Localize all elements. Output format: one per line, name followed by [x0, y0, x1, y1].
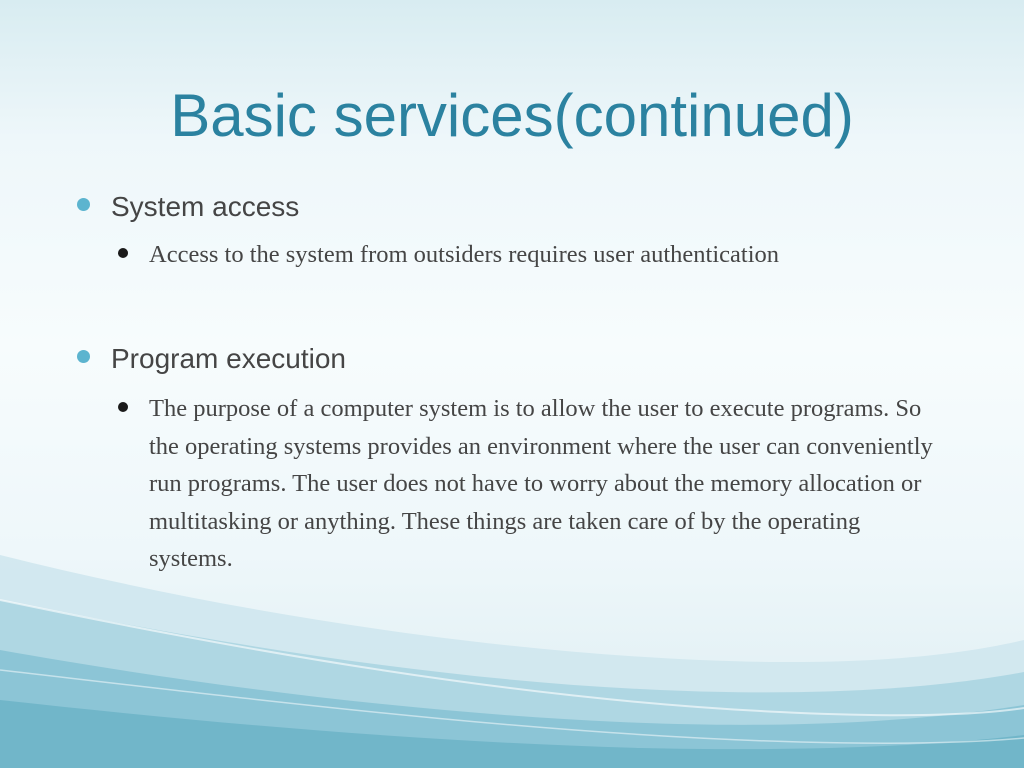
sub-bullet-access-text: Access to the system from outsiders requires user authentication — [149, 241, 780, 268]
sub-bullet-icon — [118, 402, 128, 412]
bullet-icon — [77, 198, 90, 211]
slide-title: Basic services(continued) — [170, 82, 854, 149]
sub-bullet-icon — [118, 248, 128, 258]
bullet-system-access: System access — [111, 191, 300, 222]
sub-bullet-execution-text: The purpose of a computer system is to allow the user to execute programs. So the operating systems provides an environment where the user can conveniently run programs. The user does not have to worry about the memory allocation or multitasking or anything. These things are taken care of by the operating systems. — [149, 395, 933, 572]
bullet-program-execution: Program execution — [111, 343, 347, 374]
bullet-icon — [77, 350, 90, 363]
